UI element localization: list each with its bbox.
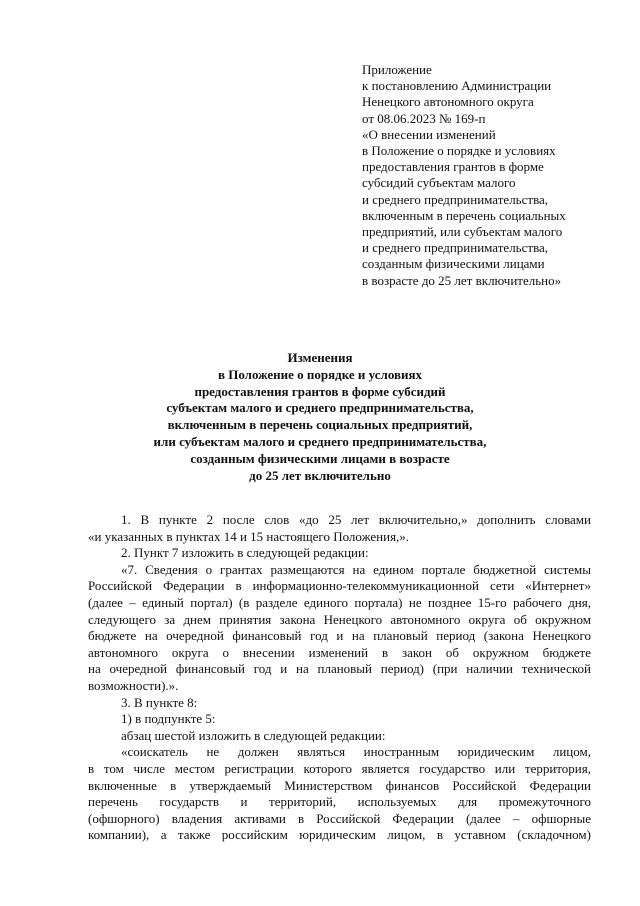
body-line: (далее – единый портал) (в разделе единого портала) не позднее 15-го рабочего дня, <box>88 594 591 610</box>
body-line: (офшорного) владения активами в Российской Федерации (далее – офшорные <box>88 810 591 826</box>
body-line: Российской Федерации в информационно-телекоммуникационной сети «Интернет» <box>88 578 591 594</box>
appendix-line: предоставления грантов в форме <box>362 159 544 175</box>
body-line: автономного округа о внесении изменений в закон об окружном бюджете <box>88 644 591 660</box>
appendix-line: предприятий, или субъектам малого <box>362 224 563 240</box>
body-line: 2. Пункт 7 изложить в следующей редакции: <box>121 545 369 561</box>
appendix-line: созданным физическими лицами <box>362 256 545 272</box>
appendix-line: в возрасте до 25 лет включительно» <box>362 272 562 288</box>
appendix-line: от 08.06.2023 № 169-п <box>362 110 486 126</box>
title-line: Изменения <box>287 350 353 365</box>
appendix-block <box>362 62 602 289</box>
title-line: в Положение о порядке и условиях <box>217 366 423 382</box>
appendix-line: в Положение о порядке и условиях <box>362 143 556 159</box>
body-line: 3. В пункте 8: <box>121 694 198 710</box>
body-line: в том числе местом регистрации которого является государство или территория, <box>88 760 591 776</box>
appendix-line: «О внесении изменений <box>362 126 496 142</box>
appendix-line: Ненецкого автономного округа <box>362 94 534 110</box>
title-line: созданным физическими лицами в возрасте <box>190 450 450 466</box>
body-line: включенные в утверждаемый Министерством финансов Российской Федерации <box>88 777 591 793</box>
title-line: предоставления грантов в форме субсидий <box>194 383 446 399</box>
document-title <box>120 350 520 484</box>
body-line: «7. Сведения о грантах размещаются на едином портале бюджетной системы <box>121 561 591 577</box>
appendix-line: к постановлению Администрации <box>362 78 552 94</box>
appendix-line: и среднего предпринимательства, <box>362 240 549 256</box>
body-line: абзац шестой изложить в следующей редакции: <box>121 727 386 743</box>
body-line: возможности).». <box>88 677 179 693</box>
body-line: «соискатель не должен являться иностранным юридическим лицом, <box>121 744 591 760</box>
appendix-line: включенным в перечень социальных <box>362 207 566 223</box>
body-line: «и указанных в пунктах 14 и 15 настоящего Положения,». <box>88 528 410 544</box>
body-line: перечень государств и территорий, используемых для промежуточного <box>88 794 591 810</box>
title-line: включенным в перечень социальных предприятий, <box>167 417 473 433</box>
appendix-line: субсидий субъектам малого <box>362 175 516 191</box>
title-line: субъектам малого и среднего предпринимательства, <box>166 400 474 416</box>
body-line: на очередной финансовый год и на плановый период) (при наличии технической <box>88 661 591 677</box>
document-body <box>88 512 591 844</box>
body-line: следующего за днем принятия закона Ненецкого автономного округа об окружном <box>88 611 591 627</box>
title-line: или субъектам малого и среднего предпринимательства, <box>153 433 487 449</box>
appendix-line: и среднего предпринимательства, <box>362 191 549 207</box>
body-line: бюджете на очередной финансовый год и на плановый период (закона Ненецкого <box>88 628 591 644</box>
title-line: до 25 лет включительно <box>249 467 391 483</box>
body-line: компании), а также российским юридическим лицом, в уставном (складочном) <box>88 827 591 843</box>
body-line: 1) в подпункте 5: <box>121 711 216 727</box>
body-line: 1. В пункте 2 после слов «до 25 лет включительно,» дополнить словами <box>121 512 591 527</box>
appendix-line: Приложение <box>362 62 432 77</box>
